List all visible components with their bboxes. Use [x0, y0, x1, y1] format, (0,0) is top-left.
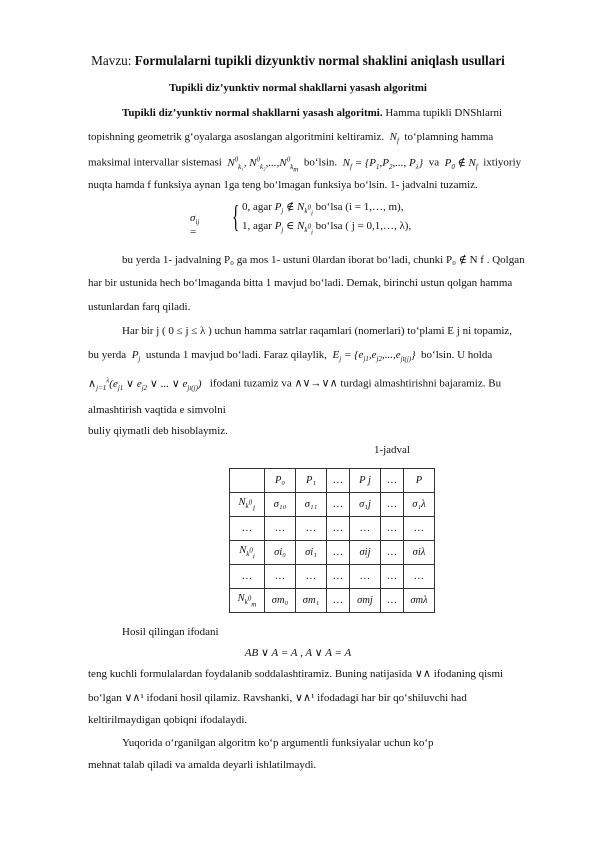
p4-line: Hosil qilingan ifodani: [122, 626, 219, 638]
table-header-cell: P j: [350, 469, 381, 493]
document-page: Mavzu: Formulalarni tupikli dizyunktiv normal shaklini aniqlash usullari Tupikli diz’yunktiv normal shakllarni yasash algoritmi Tupikli diz’yunktiv normal shakllarni yasash algoritmi. Hamma tupikli DNShlarni topishning geometrik g‘oyalarga asoslangan algoritmini keltiramiz. $N_f$ to‘plamning hamma maksimal intervallar sistemasi $N^0_{k_1}$, $N^0_{k_2},...,N^0_{k_m}$ bo‘lsin. $N_f = \{P_1,P_2$,..., $P_\lambda$} va $P_0$ ∉ $N_f$ ixtiyoriy nuqta hamda f funksiya aynan 1ga teng bo‘lmagan funksiya bo‘lsin. 1- jadvalni tuzamiz. $\sigma_{ij}$ = { 0, agar $P_j$ ∉ $N_{k^0_i}$ bo‘lsa (i = 1,…, m), 1, agar $P_j$ ∈ $N_{k^0_i}$ bo‘lsa ( j = 0,1,…, λ), bu yerda 1- jadvalning P₀ ga mos 1- ustuni 0lardan iborat bo‘ladi, chunki P₀ ∉ N f . Qolgan har bir ustunida hech bo‘lmaganda bitta 1 mavjud bo‘ladi. Demak, birinchi ustun qolgan hamma ustunlardan farq qiladi. Har bir j ( 0 ≤ j ≤ λ ) uchun hamma satrlar raqamlari (nomerlari) to‘plami E j ni topamiz, bu yerda $P_j$ ustunda 1 mavjud bo‘ladi. Faraz qilaylik, $E_j = \{e_{j1},e_{j2},...,e_{jt(j)}\}$ bo‘lsin. U holda $\wedge_{j=1}^\lambda(e_{j1}$ ∨ $e_{j2}$ ∨ ... ∨ $e_{jt(j)}$) ifodani tuzamiz va ∧∨→∨∧ turdagi almashtirishni bajaramiz. Bu almashtirish vaqtida e simvolni buliy qiymatli deb hisoblaymiz. 1-jadval P₀ P₁ … P j … P $N_{k^0_1}$ σ₁₀ σ₁₁ … σ₁j … σ₁λ … … … … … … … $N_{k^0_i}$ σi₀ σi₁ … σij … σiλ … … … … … … … $N_{k^0_m}$ σm₀ σm₁ … σmj … σmλ Hosil qilingan ifodani AB ∨ A = A , A ∨ A = A teng kuchli formulalardan foydalanib soddalashtiramiz. Buning natijasida ∨∧ ifodaning qismi bo‘lgan ∨∧¹ ifodani hosil qilamiz. Ravshanki, ∨∧¹ ifodadagi har bir qo‘shiluvchi had keltirilmaydigan qobiqni ifodalaydi. Yuqorida o‘rganilgan algoritm ko‘p argumentli funksiyalar uchun ko‘p mehnat talab qiladi va amalda deyarli ishlatilmaydi.: [0, 0, 596, 842]
table-corner: [230, 469, 265, 493]
table-cell: …: [230, 517, 265, 541]
table-cell: …: [381, 589, 404, 613]
table-header-cell: …: [327, 469, 350, 493]
p1-line3c: va: [428, 156, 440, 169]
p3-line4: almashtirish vaqtida e simvolni: [88, 404, 226, 416]
table-cell: …: [327, 565, 350, 589]
table-cell: $N_{k^0_1}$: [230, 493, 265, 517]
p1-line2b: to‘plamning hamma: [404, 131, 494, 143]
p4-formula: AB ∨ A = A , A ∨ A = A: [244, 647, 352, 659]
table-row: [230, 565, 435, 589]
table-cell: …: [265, 565, 296, 589]
p3-line5: buliy qiymatli deb hisoblaymiz.: [88, 425, 228, 437]
table-cell: …: [327, 541, 350, 565]
table-cell: σ₁j: [350, 493, 381, 517]
p3-line2b: ustunda 1 mavjud bo‘ladi. Faraz qilaylik,: [145, 349, 328, 361]
table-cell: …: [350, 517, 381, 541]
table-cell: σm₀: [265, 589, 296, 613]
table-header-cell: P₀: [265, 469, 296, 493]
table-header-cell: P: [404, 469, 435, 493]
table-cell: …: [265, 517, 296, 541]
table-caption: 1-jadval: [373, 444, 410, 456]
table-cell: …: [381, 565, 404, 589]
table-cell: …: [381, 517, 404, 541]
table-cell: …: [327, 589, 350, 613]
p1-line3b: bo‘lsin.: [303, 156, 338, 169]
p5-line2: bo‘lgan ∨∧¹ ifodani hosil qilamiz. Ravshanki, ∨∧¹ ifodadagi har bir qo‘shiluvchi had: [88, 692, 467, 704]
row-label: N: [239, 544, 247, 556]
f-bolsa-2: bo‘lsa ( j = 0,1,…, λ),: [315, 220, 412, 232]
f-bolsa-1: bo‘lsa (i = 1,…, m),: [315, 201, 404, 213]
table-header-row: [230, 469, 435, 493]
p2-line3: ustunlardan farq qiladi.: [88, 301, 191, 313]
table-row: [230, 541, 435, 565]
table-cell: …: [404, 517, 435, 541]
row-label: N: [237, 592, 245, 604]
table-cell: σi₀: [265, 541, 296, 565]
table-cell: σiλ: [404, 541, 435, 565]
table-cell: …: [350, 565, 381, 589]
f-agar-2: agar: [253, 220, 272, 232]
section-subtitle: Tupikli diz’yunktiv normal shakllarni yasash algoritmi: [169, 82, 427, 94]
title-main: Formulalarni tupikli dizyunktiv normal shaklini aniqlash usullari: [134, 53, 505, 68]
title-prefix: Mavzu:: [91, 53, 135, 68]
p1-line4: nuqta hamda f funksiya aynan 1ga teng bo‘lmagan funksiya bo‘lsin. 1- jadvalni tuzamiz.: [88, 179, 478, 191]
table-cell: σ₁₀: [265, 493, 296, 517]
jadval-table: [229, 468, 435, 613]
table-cell: σmj: [350, 589, 381, 613]
p1-a: Hamma tupikli DNShlarni: [382, 107, 503, 119]
p1-line2: topishning geometrik g‘oyalarga asoslangan algoritmini keltiramiz. $N_f$ to‘plamning hamma: [88, 131, 494, 146]
p1-line3: maksimal intervallar sistemasi $N^0_{k_1}$, $N^0_{k_2},...,N^0_{k_m}$ bo‘lsin. $N_f = \{P_1,P_2$,..., $P_\lambda$} va $P_0$ ∉ $N_f$ ixtiyoriy: [88, 155, 522, 174]
table-cell: σmλ: [404, 589, 435, 613]
table-cell: …: [381, 541, 404, 565]
p5-line3: keltirilmaydigan qobiqni ifodalaydi.: [88, 714, 248, 726]
p2-line2: har bir ustunida hech bo‘lmaganda bitta 1 mavjud bo‘ladi. Demak, birinchi ustun qolgan hamma: [88, 277, 513, 289]
p3-line3: $\wedge_{j=1}^\lambda(e_{j1}$ ∨ $e_{j2}$ ∨ ... ∨ $e_{jt(j)}$) ifodani tuzamiz va ∧∨→∨∧ turdagi almashtirishni bajaramiz. Bu: [88, 376, 502, 392]
table-cell: …: [327, 517, 350, 541]
table-cell: …: [230, 565, 265, 589]
table-cell: σ₁λ: [404, 493, 435, 517]
p3-line2c: bo‘lsin. U holda: [421, 349, 493, 361]
p5-line1: teng kuchli formulalardan foydalanib soddalashtiramiz. Buning natijasida ∨∧ ifodaning qismi: [88, 668, 504, 680]
p1-line2-text: topishning geometrik g‘oyalarga asoslangan algoritmini keltiramiz.: [88, 131, 385, 143]
table-cell: …: [296, 565, 327, 589]
table-cell: …: [404, 565, 435, 589]
table-cell: σ₁₁: [296, 493, 327, 517]
table-cell: σi₁: [296, 541, 327, 565]
f-agar-1: agar: [253, 201, 272, 213]
page-title: [0, 53, 596, 69]
table-cell: …: [296, 517, 327, 541]
p6-line2: mehnat talab qiladi va amalda deyarli ishlatilmaydi.: [88, 759, 317, 771]
table-cell: σij: [350, 541, 381, 565]
table-cell: $N_{k^0_m}$: [230, 589, 265, 613]
table-header-cell: P₁: [296, 469, 327, 493]
p2-line1: bu yerda 1- jadvalning P₀ ga mos 1- ustuni 0lardan iborat bo‘ladi, chunki P₀ ∉ N f . Qolgan: [122, 254, 525, 266]
p3-line3a: ifodani tuzamiz va ∧∨→∨∧ turdagi almashtirishni bajaramiz. Bu: [209, 377, 502, 390]
table-row: [230, 589, 435, 613]
row-label: N: [238, 496, 246, 508]
table-cell: $N_{k^0_i}$: [230, 541, 265, 565]
table-header-cell: …: [381, 469, 404, 493]
p1-line1: [122, 107, 502, 119]
p1-line3a: maksimal intervallar sistemasi: [88, 156, 222, 169]
table-row: [230, 493, 435, 517]
table-cell: …: [381, 493, 404, 517]
p3-line2: bu yerda $P_j$ ustunda 1 mavjud bo‘ladi. Faraz qilaylik, $E_j = \{e_{j1},e_{j2},...,e_{jt(j)}\}$ bo‘lsin. U holda: [88, 349, 493, 364]
p1-line3d: ixtiyoriy: [483, 156, 522, 169]
p6-line1: Yuqorida o‘rganilgan algoritm ko‘p argumentli funksiyalar uchun ko‘p: [122, 737, 434, 749]
p1-bold: Tupikli diz’yunktiv normal shakllarni yasash algoritmi.: [122, 107, 383, 119]
table-row: [230, 517, 435, 541]
p3-line1: Har bir j ( 0 ≤ j ≤ λ ) uchun hamma satrlar raqamlari (nomerlari) to‘plami E j ni topamiz,: [122, 325, 513, 337]
table-cell: σm₁: [296, 589, 327, 613]
table-cell: …: [327, 493, 350, 517]
p3-line2a: bu yerda: [88, 349, 127, 361]
